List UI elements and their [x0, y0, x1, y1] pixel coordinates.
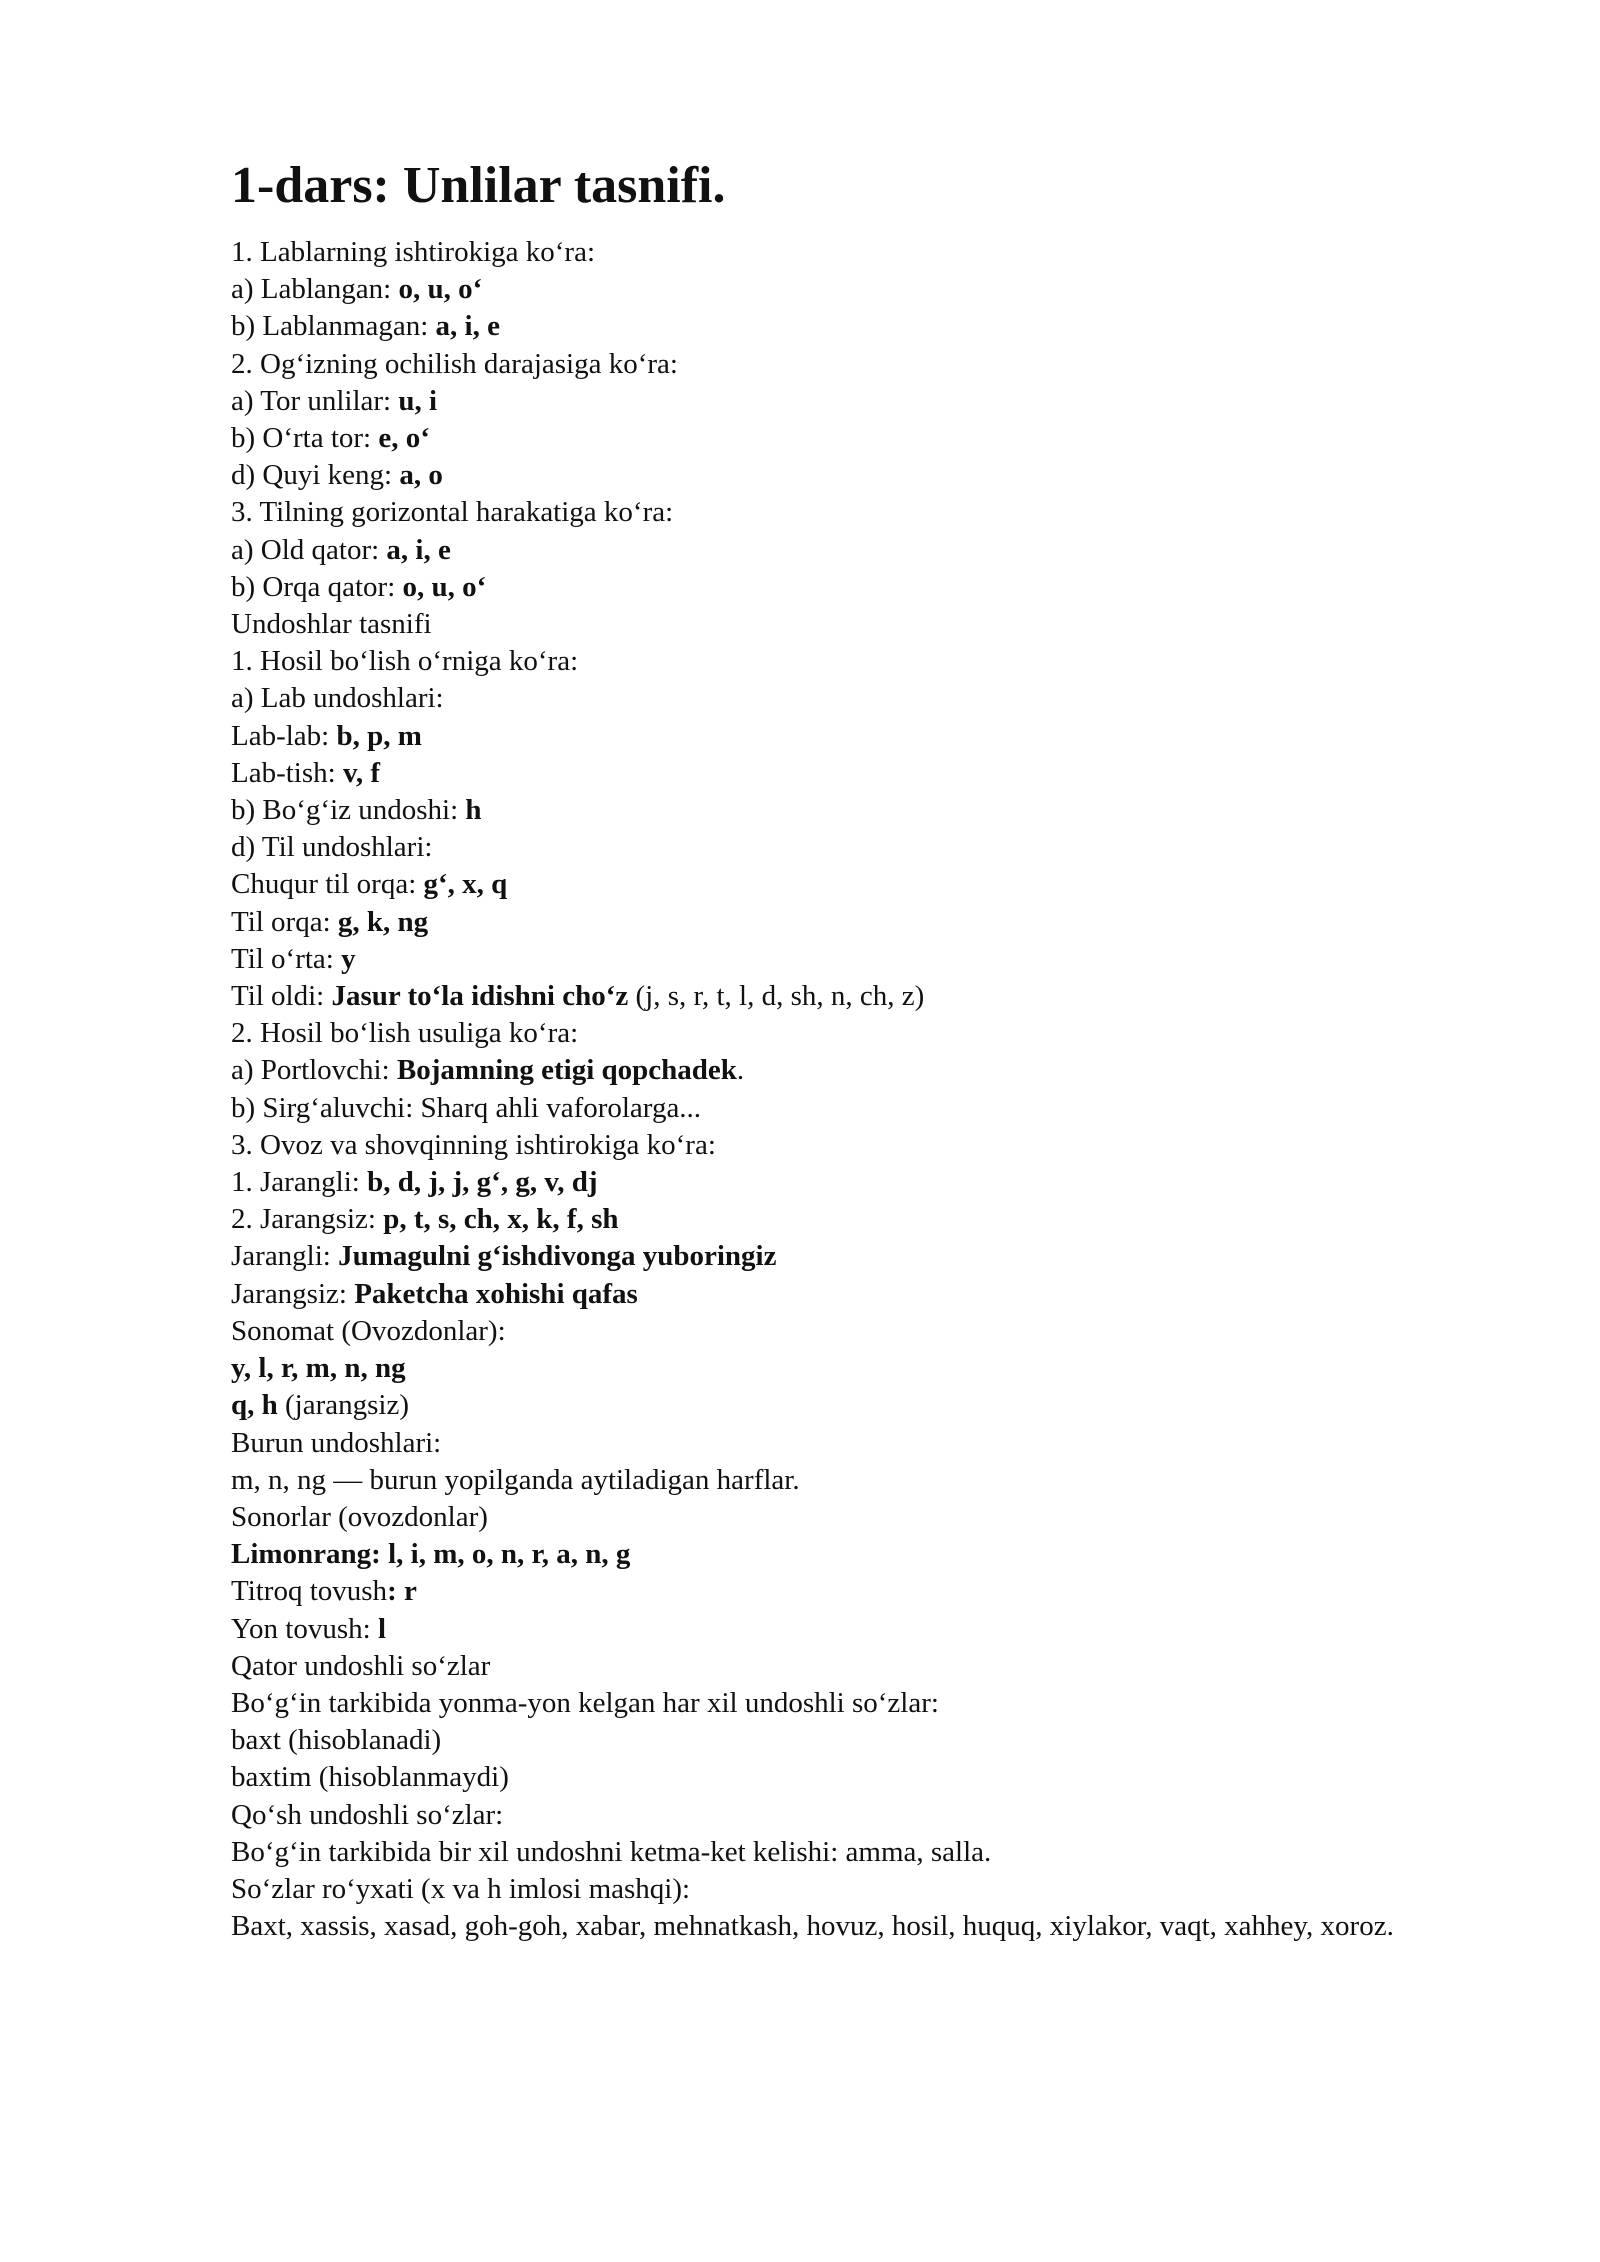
text-run: (jarangsiz) [277, 1389, 410, 1422]
text-line [231, 383, 1471, 420]
text-line [231, 1908, 1471, 1945]
text-line [231, 1834, 1471, 1871]
document-body [231, 234, 1471, 1945]
text-run: a) Portlovchi: [231, 1054, 397, 1087]
text-run: 1. Hosil bo‘lish o‘rniga ko‘ra: [231, 645, 579, 678]
bold-text-run: g, k, ng [337, 905, 429, 938]
bold-text-run: Bojamning etigi qopchadek [396, 1054, 737, 1087]
text-run: Qator undoshli so‘zlar [231, 1649, 491, 1682]
text-line [231, 1685, 1471, 1722]
text-line [231, 346, 1471, 383]
text-line [231, 1425, 1471, 1462]
text-line [231, 1238, 1471, 1275]
text-line [231, 1573, 1471, 1610]
text-run: Chuqur til orqa: [231, 868, 424, 901]
text-line [231, 829, 1471, 866]
text-run: Sonorlar (ovozdonlar) [231, 1500, 488, 1533]
bold-text-run: y, l, r, m, n, ng [231, 1352, 406, 1385]
text-run: . [736, 1054, 745, 1087]
text-run: b) Lablanmagan: [231, 310, 436, 343]
text-run: Bo‘g‘in tarkibida bir xil undoshni ketma-ket kelishi: amma, salla. [231, 1835, 992, 1868]
text-run: b) O‘rta tor: [231, 422, 379, 455]
text-line [231, 1015, 1471, 1052]
text-run: 2. Hosil bo‘lish usuliga ko‘ra: [231, 1017, 579, 1050]
text-run: 3. Ovoz va shovqinning ishtirokiga ko‘ra: [231, 1128, 716, 1161]
bold-text-run: v, f [342, 756, 381, 789]
text-run: Til oldi: [231, 980, 332, 1013]
text-run: m, n, ng — burun yopilganda aytiladigan harflar. [231, 1463, 800, 1496]
text-run: Lab-lab: [231, 719, 337, 752]
text-run: Titroq tovush [231, 1575, 388, 1608]
text-run: Yon tovush: [231, 1612, 378, 1645]
text-run: Undoshlar tasnifi [231, 608, 432, 641]
text-line [231, 1759, 1471, 1796]
text-line [231, 643, 1471, 680]
text-line [231, 1499, 1471, 1536]
text-line [231, 1536, 1471, 1573]
text-line [231, 978, 1471, 1015]
text-line [231, 234, 1471, 271]
text-line [231, 1387, 1471, 1424]
text-line [231, 1871, 1471, 1908]
text-run: b) Sirg‘aluvchi: Sharq ahli vaforolarga... [231, 1091, 702, 1124]
text-run: b) Orqa qator: [231, 570, 403, 603]
text-run: a) Lab undoshlari: [231, 682, 444, 715]
bold-text-run: Jasur to‘la idishni cho‘z [331, 980, 629, 1013]
text-run: So‘zlar ro‘yxati (x va h imlosi mashqi): [231, 1872, 691, 1905]
bold-text-run: Paketcha xohishi qafas [354, 1277, 638, 1310]
text-line [231, 308, 1471, 345]
text-run: Sonomat (Ovozdonlar): [231, 1314, 506, 1347]
bold-text-run: a, i, e [386, 533, 451, 566]
text-line [231, 904, 1471, 941]
text-run: b) Bo‘g‘iz undoshi: [231, 794, 466, 827]
bold-text-run: a, i, e [435, 310, 500, 343]
text-line [231, 680, 1471, 717]
text-run: Til orqa: [231, 905, 338, 938]
text-line [231, 941, 1471, 978]
text-run: Lab-tish: [231, 756, 343, 789]
text-run: Qo‘sh undoshli so‘zlar: [231, 1798, 504, 1831]
text-line [231, 1201, 1471, 1238]
bold-text-run: g‘, x, q [423, 868, 508, 901]
page-title: 1-dars: Unlilar tasnifi. [231, 157, 726, 214]
text-run: 1. Jarangli: [231, 1166, 368, 1199]
text-line [231, 1090, 1471, 1127]
bold-text-run: a, o [399, 459, 443, 492]
bold-text-run: o, u, o‘ [402, 570, 487, 603]
bold-text-run: b, p, m [336, 719, 422, 752]
text-run: 1. Lablarning ishtirokiga ko‘ra: [231, 236, 596, 268]
text-run: Til o‘rta: [231, 942, 342, 975]
text-run: 2. Og‘izning ochilish darajasiga ko‘ra: [231, 347, 678, 380]
text-line [231, 866, 1471, 903]
text-line [231, 1722, 1471, 1759]
text-line [231, 569, 1471, 606]
text-line [231, 420, 1471, 457]
text-line [231, 532, 1471, 569]
text-run: 2. Jarangsiz: [231, 1203, 384, 1236]
text-run: Jarangli: [231, 1240, 339, 1273]
text-run: (j, s, r, t, l, d, sh, n, ch, z) [628, 980, 925, 1013]
text-line [231, 606, 1471, 643]
text-run: 3. Tilning gorizontal harakatiga ko‘ra: [231, 496, 674, 529]
text-line [231, 457, 1471, 494]
bold-text-run: u, i [398, 384, 438, 417]
text-line [231, 1276, 1471, 1313]
text-line [231, 1797, 1471, 1834]
text-line [231, 494, 1471, 531]
text-run: Baxt, xassis, xasad, goh-goh, xabar, mehnatkash, hovuz, hosil, huquq, xiylakor, vaqt, xahhey, xoroz. [231, 1910, 1394, 1943]
text-line [231, 792, 1471, 829]
text-run: a) Tor unlilar: [231, 384, 399, 417]
text-run: Jarangsiz: [231, 1277, 355, 1310]
bold-text-run: Limonrang: l, i, m, o, n, r, a, n, g [231, 1538, 631, 1571]
document-page [231, 150, 1471, 1945]
text-run: d) Quyi keng: [231, 459, 400, 492]
text-line [231, 1611, 1471, 1648]
text-line [231, 1350, 1471, 1387]
bold-text-run: l [377, 1612, 387, 1645]
text-line [231, 1648, 1471, 1685]
text-line [231, 1462, 1471, 1499]
text-line [231, 271, 1471, 308]
text-run: Bo‘g‘in tarkibida yonma-yon kelgan har xil undoshli so‘zlar: [231, 1686, 939, 1719]
bold-text-run: : r [387, 1575, 417, 1608]
text-run: baxtim (hisoblanmaydi) [231, 1761, 509, 1794]
bold-text-run: h [465, 794, 482, 827]
text-line [231, 1313, 1471, 1350]
text-line [231, 755, 1471, 792]
bold-text-run: e, o‘ [378, 422, 430, 455]
text-run: a) Lablangan: [231, 273, 399, 306]
text-line [231, 1052, 1471, 1089]
text-line [231, 1127, 1471, 1164]
bold-text-run: b, d, j, j, g‘, g, v, dj [367, 1166, 598, 1199]
bold-text-run: y [341, 942, 356, 975]
bold-text-run: p, t, s, ch, x, k, f, sh [383, 1203, 619, 1236]
bold-text-run: Jumagulni g‘ishdivonga yuboringiz [338, 1240, 777, 1273]
text-run: d) Til undoshlari: [231, 831, 433, 864]
text-run: baxt (hisoblanadi) [231, 1724, 442, 1757]
text-line [231, 718, 1471, 755]
bold-text-run: o, u, o‘ [398, 273, 483, 306]
bold-text-run: q, h [231, 1389, 278, 1422]
text-run: Burun undoshlari: [231, 1426, 442, 1459]
text-run: a) Old qator: [231, 533, 387, 566]
text-line [231, 1164, 1471, 1201]
